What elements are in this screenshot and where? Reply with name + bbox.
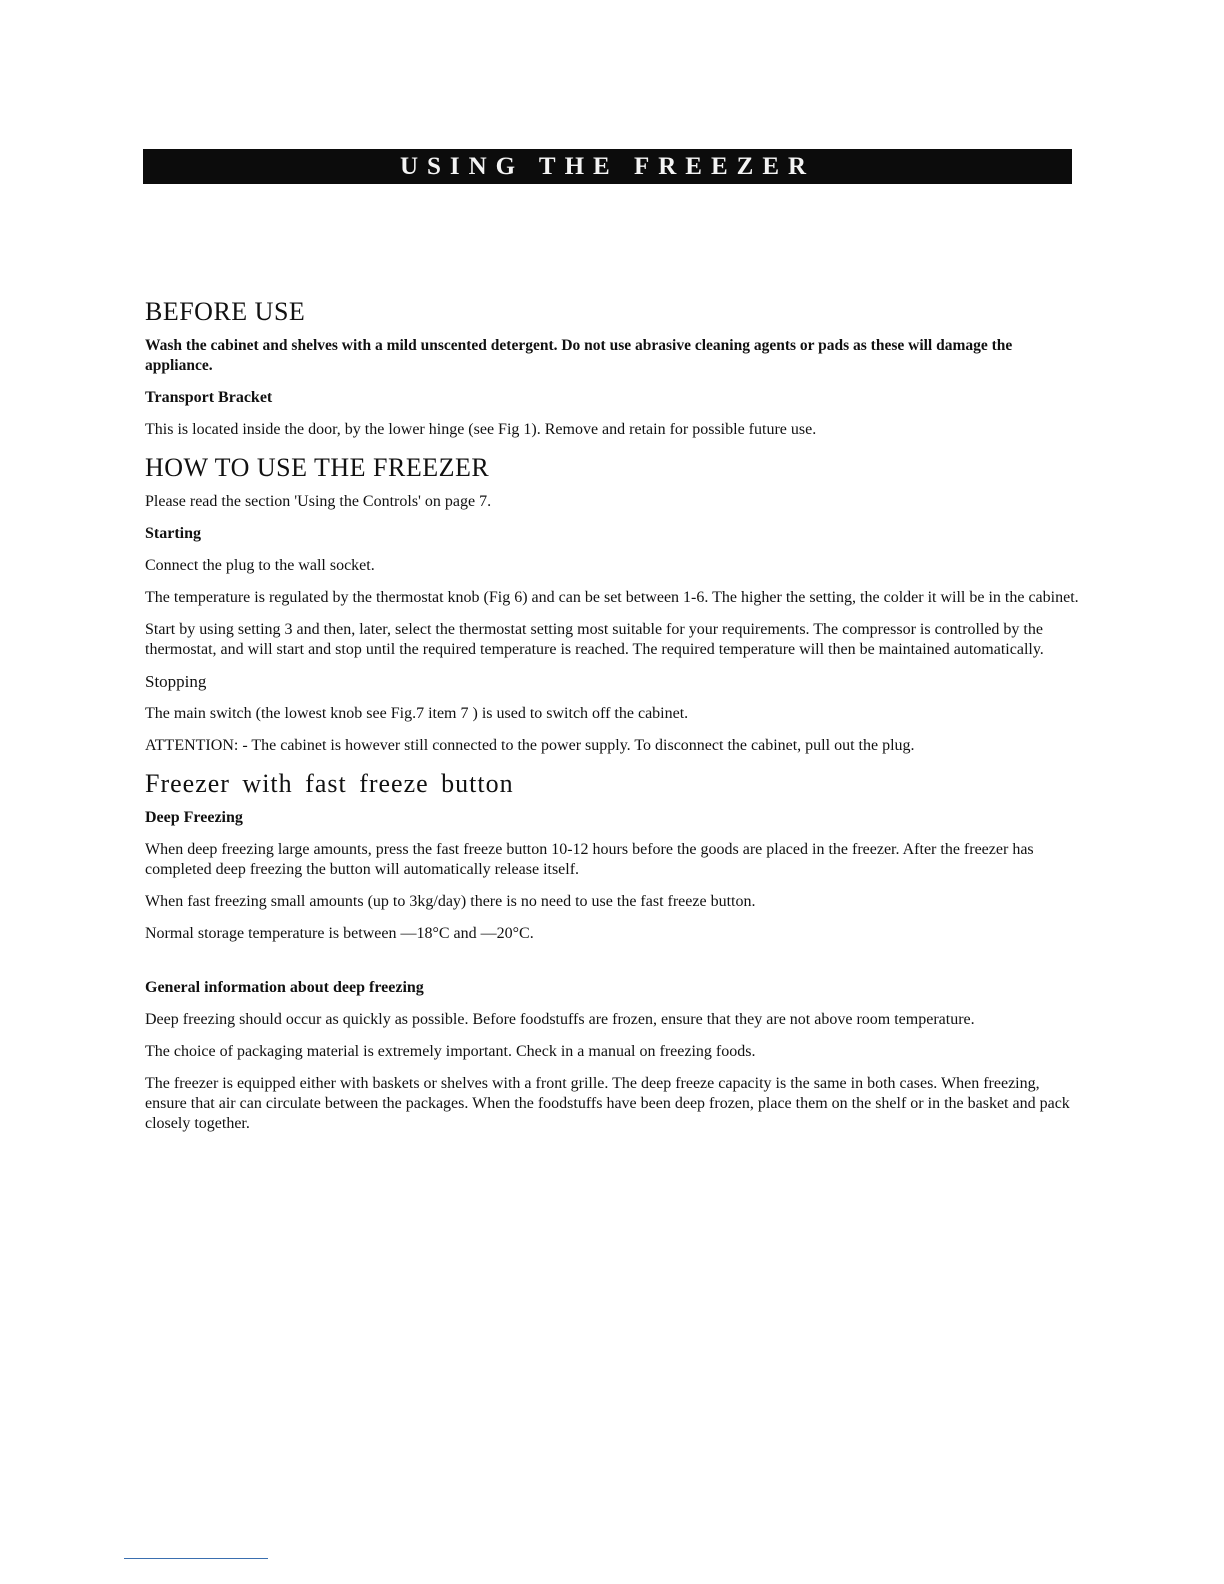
before-use-intro: Wash the cabinet and shelves with a mild unscented detergent. Do not use abrasive cleaning agents or pads as these will damage the appliance. <box>145 337 1013 374</box>
heading-before-use: BEFORE USE <box>145 297 306 326</box>
packaging-text: The choice of packaging material is extremely important. Check in a manual on freezing foods. <box>145 1043 756 1060</box>
how-to-use-intro: Please read the section 'Using the Controls' on page 7. <box>145 493 492 510</box>
stopping-text: The main switch (the lowest knob see Fig.7 item 7 ) is used to switch off the cabinet. <box>145 705 689 722</box>
temperature-text: The temperature is regulated by the thermostat knob (Fig 6) and can be set between 1-6. The higher the setting, the colder it will be in the cabinet. <box>145 589 1079 606</box>
transport-bracket-text: This is located inside the door, by the lower hinge (see Fig 1). Remove and retain for possible future use. <box>145 421 817 438</box>
storage-temp-text: Normal storage temperature is between —18°C and —20°C. <box>145 925 534 942</box>
heading-fast-freeze: Freezer with fast freeze button <box>145 769 514 798</box>
small-amounts-text: When fast freezing small amounts (up to 3kg/day) there is no need to use the fast freeze button. <box>145 893 756 910</box>
attention-text: ATTENTION: - The cabinet is however still connected to the power supply. To disconnect the cabinet, pull out the plug. <box>145 737 915 754</box>
equipped-text: The freezer is equipped either with baskets or shelves with a front grille. The deep freeze capacity is the same in both cases. When freezing, ensure that air can circulate between the packages. When the foodstuffs have been deep frozen, place them on the shelf or in the basket and pack closely together. <box>145 1075 1070 1132</box>
heading-stopping: Stopping <box>145 672 207 691</box>
footer-rule <box>124 1558 268 1559</box>
start-setting-text: Start by using setting 3 and then, later, select the thermostat setting most suitable for your requirements. The compressor is controlled by the thermostat, and will start and stop until the required temperature is reached. The required temperature will then be maintained automatically. <box>145 621 1044 658</box>
heading-general-info: General information about deep freezing <box>145 979 424 996</box>
heading-how-to-use: HOW TO USE THE FREEZER <box>145 453 490 482</box>
starting-text: Connect the plug to the wall socket. <box>145 557 375 574</box>
heading-deep-freezing: Deep Freezing <box>145 809 243 826</box>
banner-title: USING THE FREEZER <box>399 153 816 180</box>
large-amounts-text: When deep freezing large amounts, press the fast freeze button 10-12 hours before the goods are placed in the freezer. After the freezer has completed deep freezing the button will automatically release itself. <box>145 841 1034 878</box>
section-banner <box>143 149 1072 184</box>
quickly-text: Deep freezing should occur as quickly as possible. Before foodstuffs are frozen, ensure that they are not above room temperature. <box>145 1011 975 1028</box>
page-content <box>145 296 1080 1134</box>
heading-transport-bracket: Transport Bracket <box>145 389 273 406</box>
heading-starting: Starting <box>145 525 201 542</box>
